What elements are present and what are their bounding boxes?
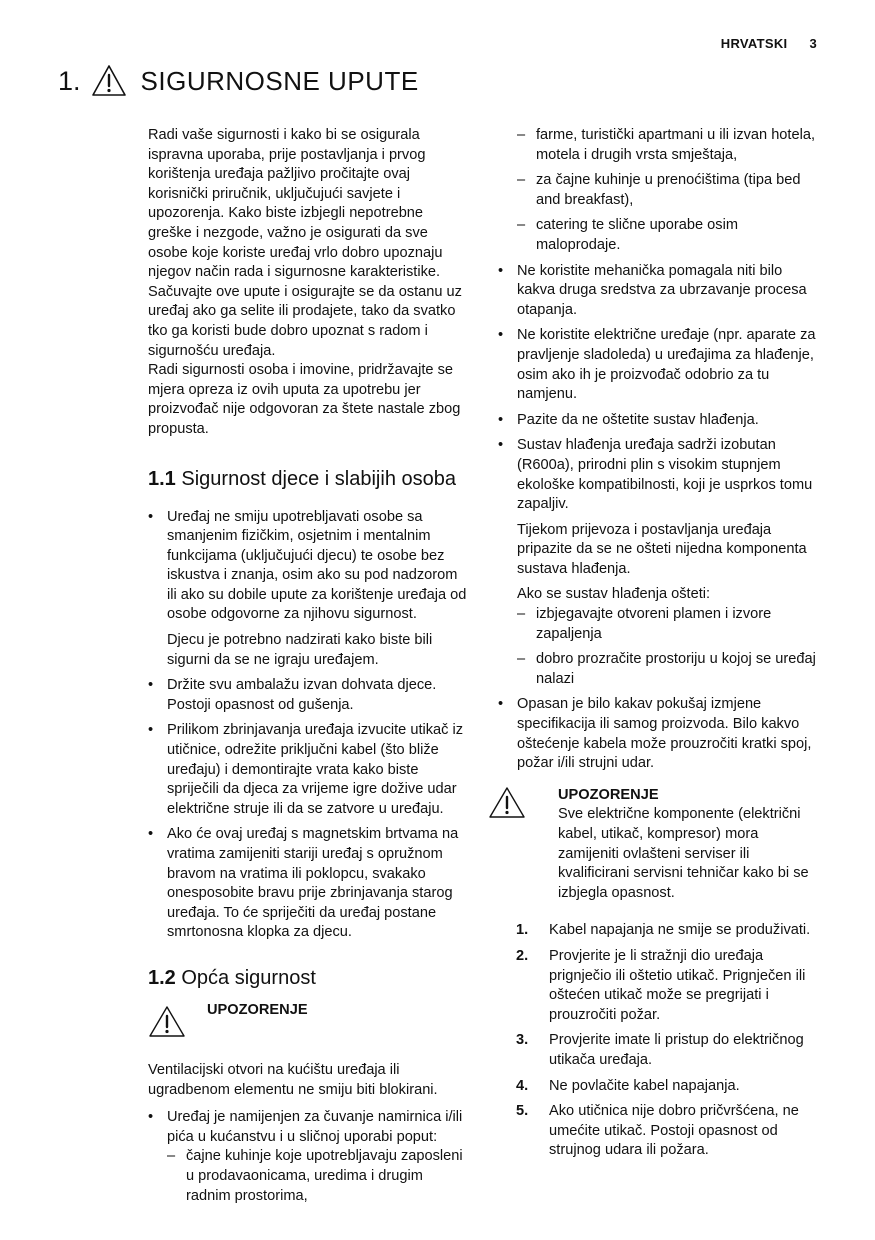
page-number: 3 bbox=[809, 36, 817, 51]
step-item: 4. Ne povlačite kabel napajanja. bbox=[516, 1077, 740, 1094]
warning-block bbox=[148, 1001, 470, 1039]
numbered-steps bbox=[516, 921, 820, 1161]
chapter-number: 1. bbox=[58, 65, 81, 96]
intro-paragraph-2: Radi sigurnosti osoba i imovine, pridržavajte se mjera opreza iz ovih uputa za upotrebu jer proizvođač nije odgovoran za štete nastale zbog propusta. bbox=[148, 362, 461, 437]
section-1-2-heading bbox=[148, 965, 470, 991]
step-item: 5. Ako utičnica nije dobro pričvršćena, ne umećite utikač. Postoji opasnost od strujnog udara ili požara. bbox=[516, 1103, 799, 1159]
right-column bbox=[498, 126, 820, 1167]
warning-block bbox=[488, 786, 820, 904]
warning-text: Sve električne komponente (električni kabel, utikač, kompresor) mora zamijeniti ovlašteni serviser ili kvalificirani servisni tehničar kako bi se izbjegla opasnost. bbox=[558, 806, 809, 901]
usage-list-continued bbox=[517, 126, 820, 256]
section-title: Opća sigurnost bbox=[181, 966, 316, 989]
list-item: • Pazite da ne oštetite sustav hlađenja. bbox=[498, 411, 820, 431]
dash-item: – farme, turistički apartmani u ili izvan hotela, motela i drugih vrsta smještaja, bbox=[517, 126, 820, 165]
chapter-title: SIGURNOSNE UPUTE bbox=[140, 65, 419, 96]
section-1-1-heading bbox=[148, 466, 470, 492]
list-item-note: Djecu je potrebno nadzirati kako biste bili sigurni da se ne igraju uređajem. bbox=[167, 632, 433, 668]
list-item-note: Tijekom prijevoza i postavljanja uređaja pripazite da se ne ošteti nijedna komponenta sustava hlađenja. bbox=[517, 521, 807, 577]
dash-item: – izbjegavajte otvoreni plamen i izvore zapaljenja bbox=[517, 605, 820, 644]
warning-triangle-icon bbox=[91, 64, 127, 98]
list-item: • Prilikom zbrinjavanja uređaja izvucite utikač iz utičnice, odrežite priključni kabel (što bliže uređaju) i demontirajte vrata kako biste spriječili da djeca za vrijeme igre dožive udar električne struje ili da se zatvore u uređaju. bbox=[148, 721, 470, 819]
list-item: • Uređaj je namijenjen za čuvanje namirnica i/ili pića u kućanstvu i u sličnoj uporabi poput: – čajne kuhinje koje upotrebljavaju zaposleni u prodavaonicama, uredima i drugim radnim prostorima, bbox=[148, 1108, 470, 1206]
step-item: 3. Provjerite imate li pristup do električnog utikača uređaja. bbox=[516, 1032, 804, 1068]
section-number: 1.1 bbox=[148, 467, 176, 490]
intro-paragraph-1: Radi vaše sigurnosti i kako bi se osigurala ispravna uporaba, prije postavljanja i prvog korištenja uređaja pažljivo pročitajte ovaj korisnički priručnik, uključujući savjete i upozorenja. Kako biste izbjegli nepotrebne greške i nezgode, važno je osigurati da sve osobe koje koriste uređaj vrlo dobro upoznaju njegov način rada i sigurnosne karakteristike. Sačuvajte ove upute i osigurajte se da ostanu uz uređaj ako ga selite ili prodajete, tako da svatko tko ga koristi bude dobro upoznat s radom i sigurnošću uređaja. bbox=[148, 127, 462, 359]
list-item-note: Ako se sustav hlađenja ošteti: bbox=[517, 586, 711, 603]
list-item: • Ne koristite električne uređaje (npr. aparate za pravljenje sladoleda) u uređajima za hlađenje, osim ako ih je proizvođač odobrio za tu namjenu. bbox=[498, 326, 820, 404]
list-item: • Držite svu ambalažu izvan dohvata djece. Postoji opasnost od gušenja. bbox=[148, 676, 470, 715]
ventilation-paragraph: Ventilacijski otvori na kućištu uređaja ili ugradbenom elementu ne smiju biti blokirani. bbox=[148, 1061, 438, 1098]
damage-actions-list bbox=[517, 605, 820, 689]
dash-item: – catering te slične uporabe osim maloprodaje. bbox=[517, 216, 820, 255]
general-safety-list-continued bbox=[498, 262, 820, 774]
section-title: Sigurnost djece i slabijih osoba bbox=[181, 467, 456, 490]
warning-title: UPOZORENJE bbox=[558, 786, 659, 803]
general-safety-list bbox=[148, 1108, 470, 1206]
dash-item: – dobro prozračite prostoriju u kojoj se uređaj nalazi bbox=[517, 650, 820, 689]
warning-triangle-icon bbox=[148, 1005, 186, 1039]
left-column bbox=[148, 126, 470, 1212]
list-item: • Uređaj ne smiju upotrebljavati osobe sa smanjenim fizičkim, osjetnim i mentalnim funkcijama (uključujući djecu) te osobe bez iskustva i znanja, osim ako su pod nadzorom ili ako su dobile upute za korištenje uređaja od osobe odgovorne za njihovu sigurnost. Djecu je potrebno nadzirati kako biste bili sigurni da se ne igraju uređajem. bbox=[148, 508, 470, 671]
header-language: HRVATSKI bbox=[720, 36, 788, 51]
child-safety-list bbox=[148, 508, 470, 943]
list-item: • Ako će ovaj uređaj s magnetskim brtvama na vratima zamijeniti stariji uređaj s opružnom bravom na vratima ili poklopcu, svakako onesposobite bravu prije zbrinjavanja starog uređaja. To će spriječiti da uređaj postane smrtonosna klopka za djecu. bbox=[148, 825, 470, 943]
warning-triangle-icon bbox=[488, 786, 526, 820]
dash-item: – čajne kuhinje koje upotrebljavaju zaposleni u prodavaonicama, uredima i drugim radnim prostorima, bbox=[167, 1147, 470, 1206]
usage-list bbox=[167, 1147, 470, 1206]
dash-item: – za čajne kuhinje u prenoćištima (tipa bed and breakfast), bbox=[517, 171, 820, 210]
warning-title: UPOZORENJE bbox=[207, 1001, 308, 1018]
list-item: • Sustav hlađenja uređaja sadrži izobutan (R600a), prirodni plin s visokim stupnjem ekološke kompatibilnosti, koji je usprkos tomu zapaljiv. Tijekom prijevoza i postavljanja uređaja pripazite da se ne ošteti nijedna komponenta sustava hlađenja. Ako se sustav hlađenja ošteti: – izbjegavajte otvoreni plamen i izvore zapaljenja – dobro prozračite prostoriju u kojoj se uređaj nalazi bbox=[498, 436, 820, 689]
chapter-heading bbox=[58, 64, 419, 98]
section-number: 1.2 bbox=[148, 966, 176, 989]
list-item: • Ne koristite mehanička pomagala niti bilo kakva druga sredstva za ubrzavanje procesa otapanja. bbox=[498, 262, 820, 321]
list-item: • Opasan je bilo kakav pokušaj izmjene specifikacija ili samog proizvoda. Bilo kakvo oštećenje kabela može prouzročiti kratki spoj, požar i/ili strujni udar. bbox=[498, 695, 820, 773]
step-item: 1. Kabel napajanja ne smije se produživati. bbox=[516, 922, 811, 939]
page-header bbox=[721, 36, 817, 51]
step-item: 2. Provjerite je li stražnji dio uređaja prignječio ili oštetio utikač. Prignječen ili oštećen utikač može se pregrijati i prouzročiti požar. bbox=[516, 947, 806, 1023]
